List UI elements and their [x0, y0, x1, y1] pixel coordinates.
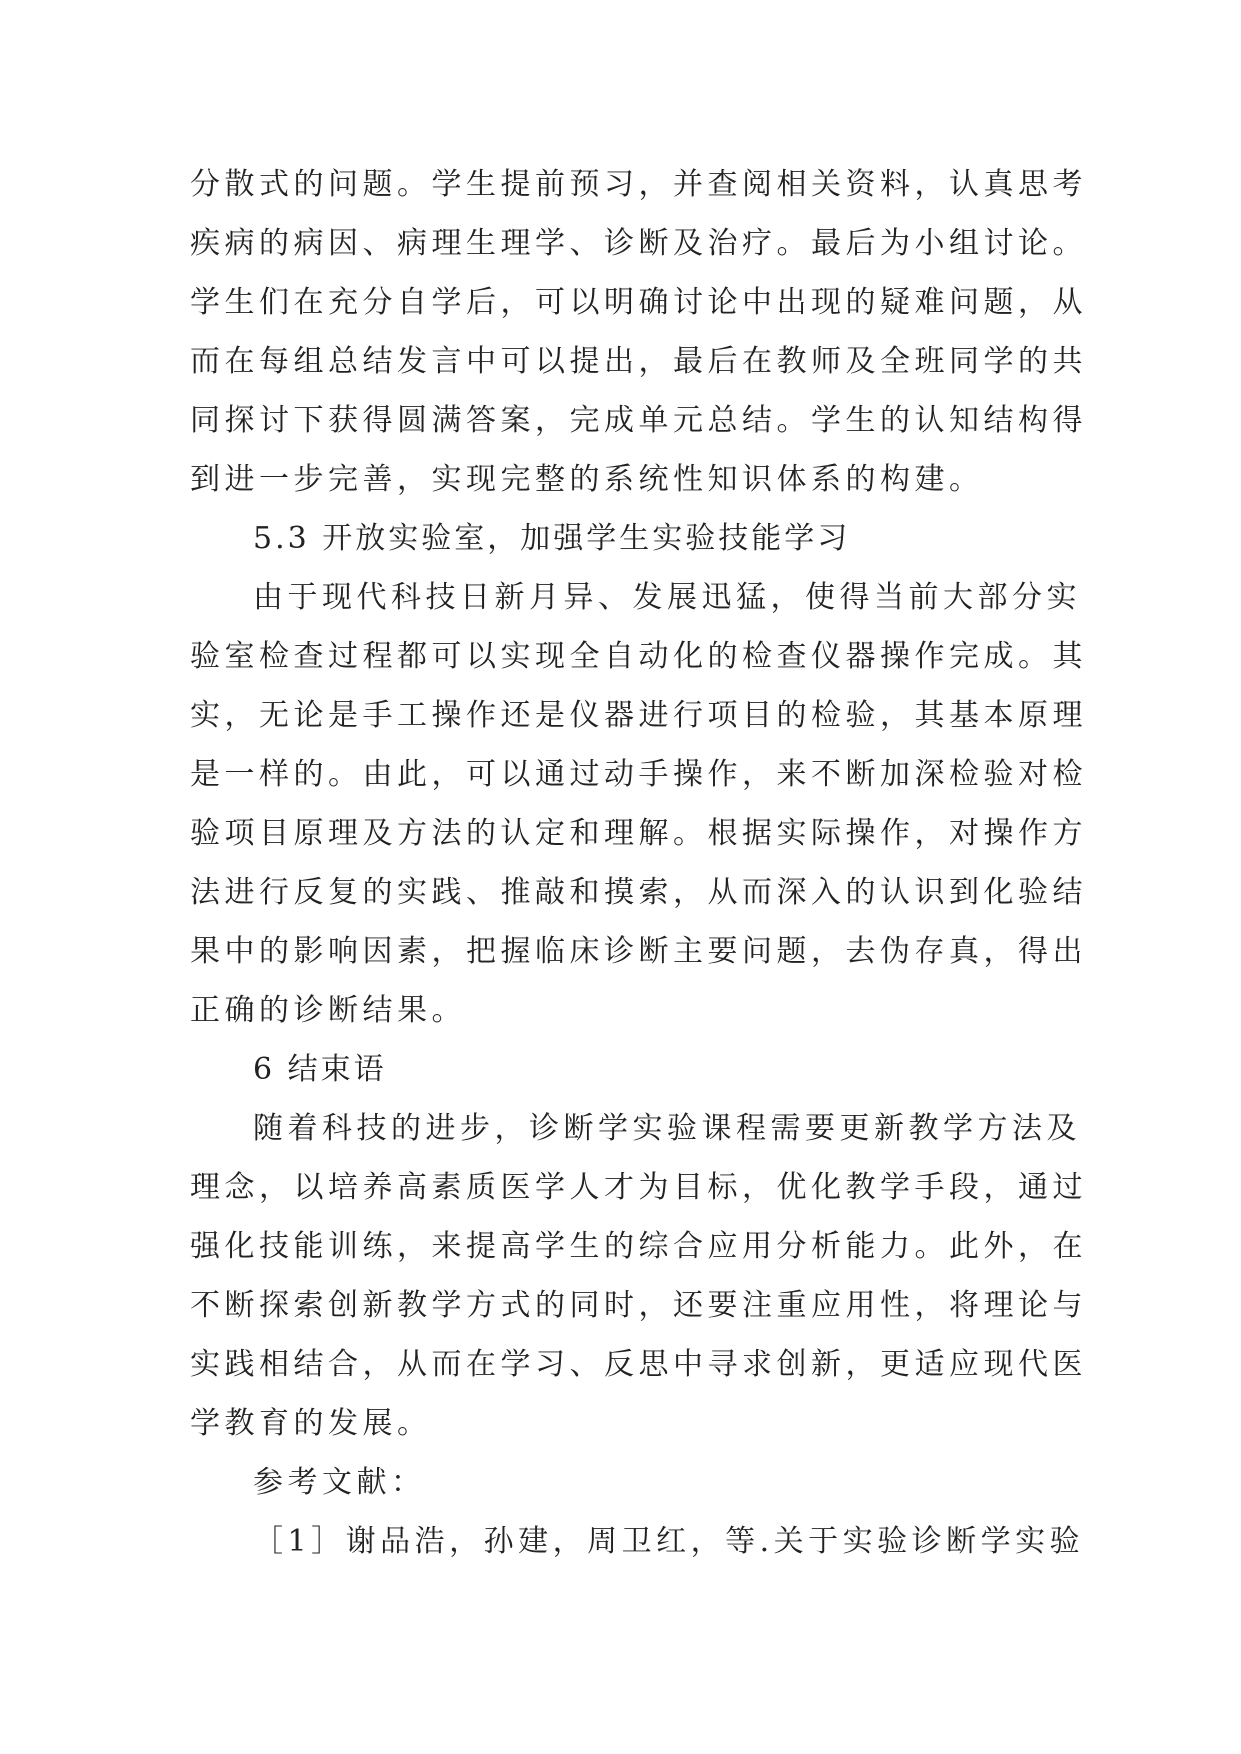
- paragraph-line: 到进一步完善，实现完整的系统性知识体系的构建。: [190, 462, 984, 497]
- paragraph-line: 是一样的。由此，可以通过动手操作，来不断加深检验对检: [190, 757, 1087, 792]
- paragraph-line: 强化技能训练，来提高学生的综合应用分析能力。此外，在: [190, 1229, 1087, 1264]
- references-heading: 参考文献：: [253, 1465, 426, 1500]
- paragraph-line: 果中的影响因素，把握临床诊断主要问题，去伪存真，得出: [190, 934, 1087, 969]
- paragraph-line: 实，无论是手工操作还是仪器进行项目的检验，其基本原理: [190, 698, 1087, 733]
- section-heading: 6 结束语: [253, 1052, 387, 1087]
- paragraph-line: 随着科技的进步，诊断学实验课程需要更新教学方法及: [253, 1111, 1081, 1146]
- reference-entry: ［1］谢品浩，孙建，周卫红，等.关于实验诊断学实验: [253, 1524, 1085, 1559]
- paragraph-line: 验项目原理及方法的认定和理解。根据实际操作，对操作方: [190, 816, 1087, 851]
- paragraph-line: 疾病的病因、病理生理学、诊断及治疗。最后为小组讨论。: [190, 226, 1087, 261]
- paragraph-line: 同探讨下获得圆满答案，完成单元总结。学生的认知结构得: [190, 403, 1087, 438]
- paragraph-line: 验室检查过程都可以实现全自动化的检查仪器操作完成。其: [190, 639, 1087, 674]
- paragraph-line: 理念，以培养高素质医学人才为目标，优化教学手段，通过: [190, 1170, 1087, 1205]
- paragraph-line: 不断探索创新教学方式的同时，还要注重应用性，将理论与: [190, 1288, 1087, 1323]
- section-heading: 5.3 开放实验室，加强学生实验技能学习: [253, 521, 851, 556]
- paragraph-line: 实践相结合，从而在学习、反思中寻求创新，更适应现代医: [190, 1347, 1087, 1382]
- paragraph-line: 分散式的问题。学生提前预习，并查阅相关资料，认真思考: [190, 167, 1087, 202]
- paragraph-line: 而在每组总结发言中可以提出，最后在教师及全班同学的共: [190, 344, 1087, 379]
- paragraph-line: 正确的诊断结果。: [190, 993, 466, 1028]
- paragraph-line: 由于现代科技日新月异、发展迅猛，使得当前大部分实: [253, 580, 1081, 615]
- paragraph-line: 学教育的发展。: [190, 1406, 432, 1441]
- paragraph-line: 法进行反复的实践、推敲和摸索，从而深入的认识到化验结: [190, 875, 1087, 910]
- paragraph-line: 学生们在充分自学后，可以明确讨论中出现的疑难问题，从: [190, 285, 1087, 320]
